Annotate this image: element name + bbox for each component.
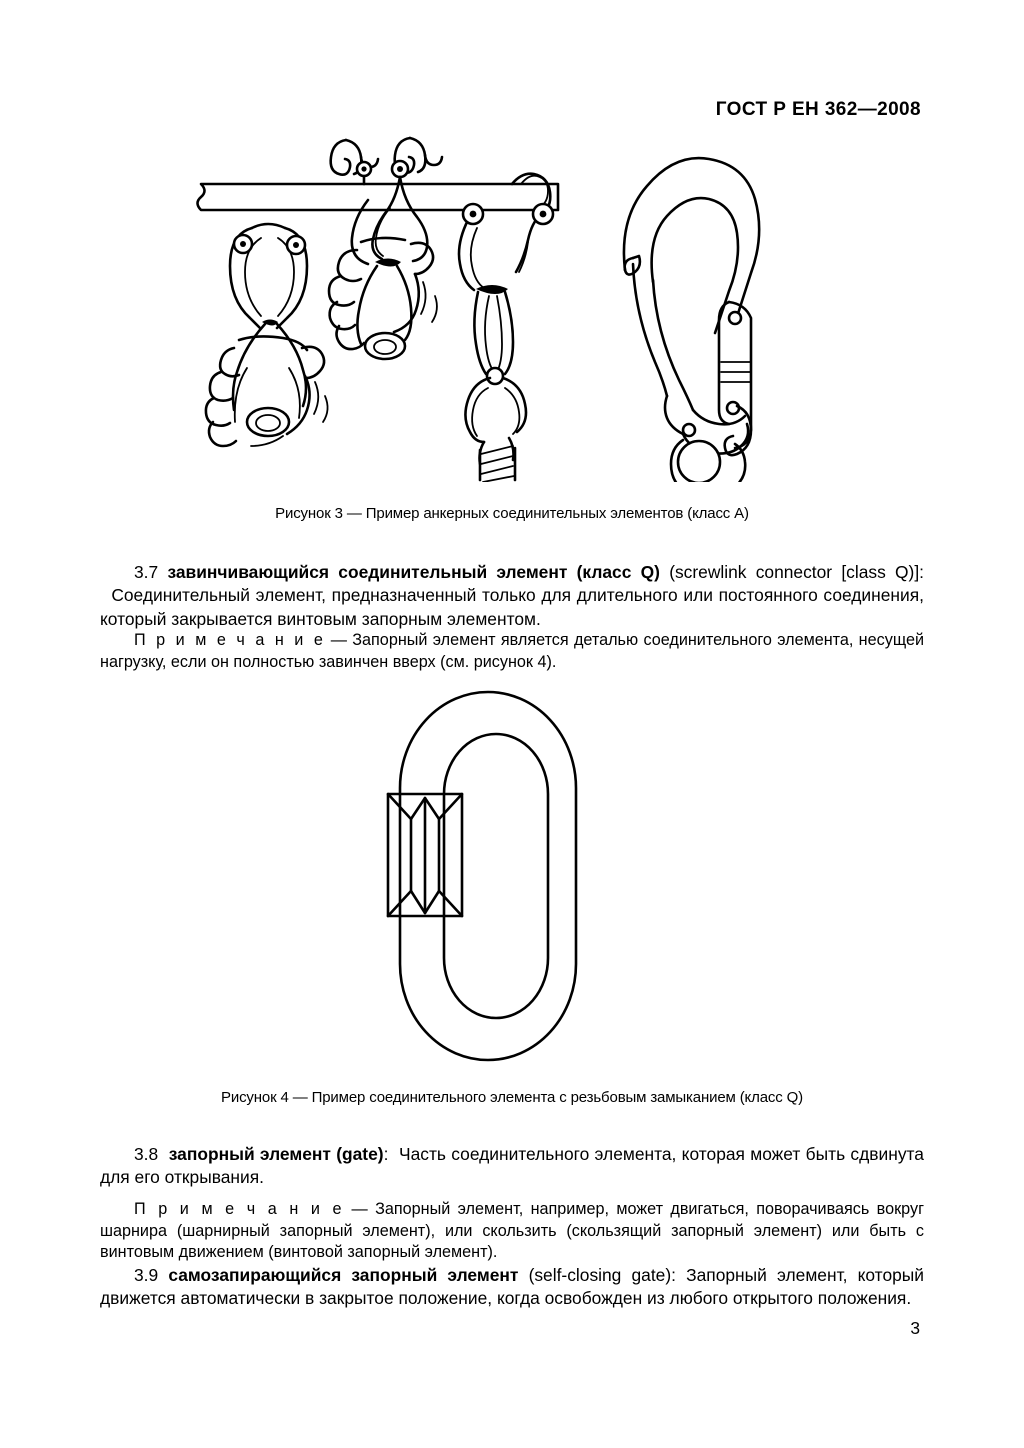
figure-4-caption: Рисунок 4 — Пример соединительного элемента с резьбовым замыканием (класс Q)	[220, 1089, 804, 1106]
definition-3-9	[100, 1264, 924, 1311]
note-3-7-dash: —	[325, 631, 353, 649]
definition-3-8-term-en: :	[383, 1144, 389, 1164]
note-3-7-label: П р и м е ч а н и е	[134, 631, 326, 649]
figure-3-caption: Рисунок 3 — Пример анкерных соединительных элементов (класс А)	[275, 505, 749, 522]
definition-3-9-term-en: (self-closing gate):	[528, 1265, 676, 1285]
definition-3-7-number: 3.7	[134, 562, 159, 582]
note-3-7	[100, 630, 924, 673]
note-3-8-dash: —	[344, 1200, 376, 1218]
middle-anchor-connector	[329, 177, 437, 359]
definition-3-9-number: 3.9	[134, 1265, 159, 1285]
scaffold-hook-carabiner	[624, 158, 759, 482]
note-3-8	[100, 1199, 924, 1264]
top-hooks	[331, 138, 442, 184]
definition-3-8-term: запорный элемент (gate)	[168, 1144, 384, 1164]
note-3-7-text: Запорный элемент является деталью соединительного элемента, несущей нагрузку, если он полностью завинчен вверх (см. рисунок 4).	[100, 631, 924, 671]
definition-3-9-body: Запорный элемент, который движется автоматически в закрытое положение, когда освобожден из любого открытого положения.	[100, 1265, 924, 1309]
definition-3-7-term: завинчивающийся соединительный элемент (класс Q)	[167, 562, 660, 582]
standard-header: ГОСТ Р ЕН 362—2008	[715, 99, 921, 120]
figure-3-illustration	[185, 132, 835, 482]
beam-shape	[198, 184, 559, 210]
definition-3-7-body: Соединительный элемент, предназначенный только для длительного или постоянного соединения, который закрывается винтовым запорным элементом.	[100, 585, 924, 629]
left-anchor-connector	[206, 224, 328, 446]
definition-3-8	[100, 1143, 924, 1190]
definition-3-7-term-en: (screwlink connector [class Q)]:	[669, 562, 924, 582]
figure-4-illustration	[365, 676, 665, 1076]
definition-3-8-body: Часть соединительного элемента, которая может быть сдвинута для его открывания.	[100, 1144, 924, 1188]
screwlink-inner-oval	[444, 734, 548, 1018]
note-3-8-label: П р и м е ч а н и е	[134, 1200, 345, 1218]
right-anchor-connector	[459, 174, 553, 482]
page-number: 3	[910, 1318, 920, 1338]
definition-3-9-term: самозапирающийся запорный элемент	[168, 1265, 519, 1285]
definition-3-8-number: 3.8	[134, 1144, 159, 1164]
screwlink-outer-oval	[400, 692, 576, 1060]
note-3-8-text: Запорный элемент, например, может двигаться, поворачиваясь вокруг шарнира (шарнирный запорный элемент), или скользить (скользящий запорный элемент) или быть с винтовым движением (винтовой запорный элемент).	[100, 1200, 924, 1262]
definition-3-7	[100, 561, 924, 631]
